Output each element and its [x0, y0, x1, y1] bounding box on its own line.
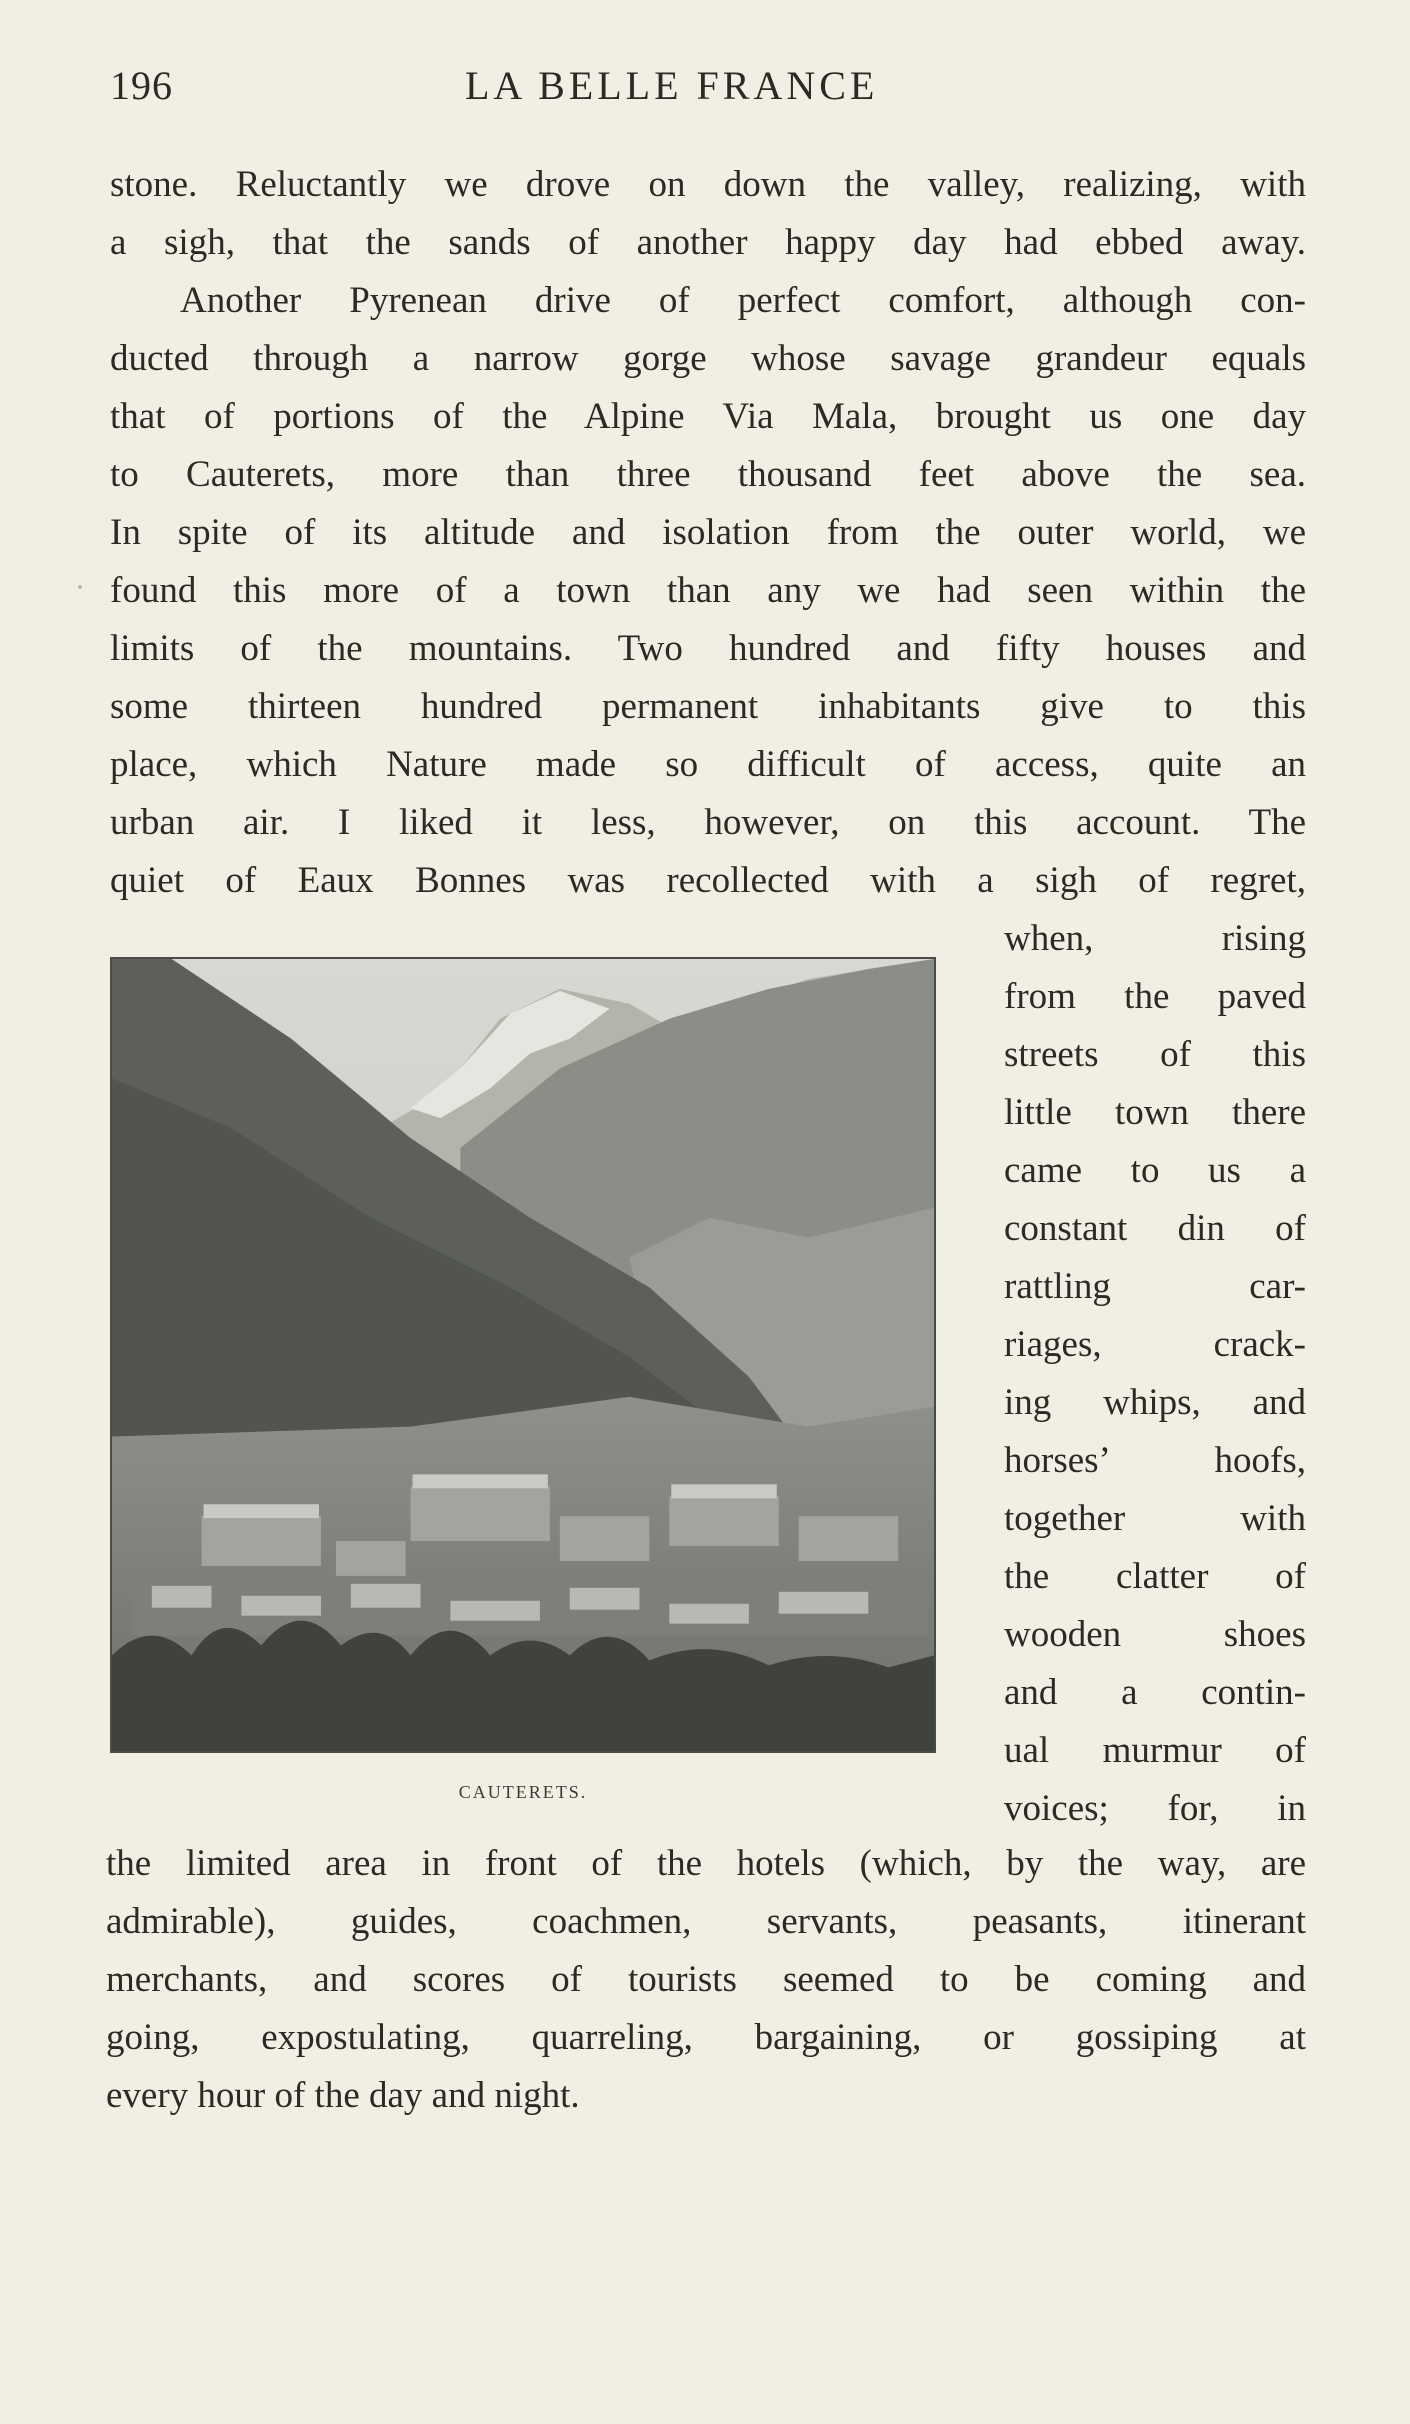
text-line: admirable), guides, coachmen, servants, peasants, itinerant: [106, 1901, 1306, 1942]
text-line: that of portions of the Alpine Via Mala, brought us one day: [110, 396, 1306, 437]
text-line: limits of the mountains. Two hundred and fifty houses and: [110, 628, 1306, 669]
text-line: every hour of the day and night.: [106, 2075, 580, 2116]
text-line: the limited area in front of the hotels (which, by the way, are: [106, 1843, 1306, 1884]
text-line: stone. Reluctantly we drove on down the valley, realizing, with: [110, 164, 1306, 205]
side-text-line: came to us a: [1004, 1150, 1306, 1191]
side-text-line: the clatter of: [1004, 1556, 1306, 1597]
side-text-line: ing whips, and: [1004, 1382, 1306, 1423]
running-title: LA BELLE FRANCE: [465, 63, 879, 108]
figure-caption: CAUTERETS.: [458, 1782, 588, 1802]
text-line: urban air. I liked it less, however, on this account. The: [110, 802, 1306, 843]
side-text-line: rattling car-: [1004, 1266, 1306, 1307]
cauterets-photograph: [110, 957, 936, 1753]
side-text-line: horses’ hoofs,: [1004, 1440, 1306, 1481]
side-text-line: and a contin-: [1004, 1672, 1306, 1713]
text-line: some thirteen hundred permanent inhabitants give to this: [110, 686, 1306, 727]
text-line: going, expostulating, quarreling, bargaining, or gossiping at: [106, 2017, 1306, 2058]
side-text-line: voices; for, in: [1004, 1788, 1306, 1829]
side-text-line: wooden shoes: [1004, 1614, 1306, 1655]
side-text-line: little town there: [1004, 1092, 1306, 1133]
text-line: merchants, and scores of tourists seemed to be coming and: [106, 1959, 1306, 2000]
side-text-line: riages, crack-: [1004, 1324, 1306, 1365]
text-line: ducted through a narrow gorge whose savage grandeur equals: [110, 338, 1306, 379]
text-line: In spite of its altitude and isolation from the outer world, we: [110, 512, 1306, 553]
side-text-line: from the paved: [1004, 976, 1306, 1017]
text-line: to Cauterets, more than three thousand feet above the sea.: [110, 454, 1306, 495]
side-text-line: when, rising: [1004, 918, 1306, 959]
text-line: quiet of Eaux Bonnes was recollected with a sigh of regret,: [110, 860, 1306, 901]
side-text-line: streets of this: [1004, 1034, 1306, 1075]
side-text-line: ual murmur of: [1004, 1730, 1306, 1771]
text-line: found this more of a town than any we had seen within the: [110, 570, 1306, 611]
running-header: [110, 62, 1310, 112]
page-number: 196: [110, 63, 173, 108]
side-text-line: constant din of: [1004, 1208, 1306, 1249]
mountain-town-image: [112, 959, 934, 1751]
text-line: Another Pyrenean drive of perfect comfort, although con-: [180, 280, 1306, 321]
paper-speck: [78, 585, 82, 589]
text-line: place, which Nature made so difficult of access, quite an: [110, 744, 1306, 785]
side-text-line: together with: [1004, 1498, 1306, 1539]
text-line: a sigh, that the sands of another happy day had ebbed away.: [110, 222, 1306, 263]
